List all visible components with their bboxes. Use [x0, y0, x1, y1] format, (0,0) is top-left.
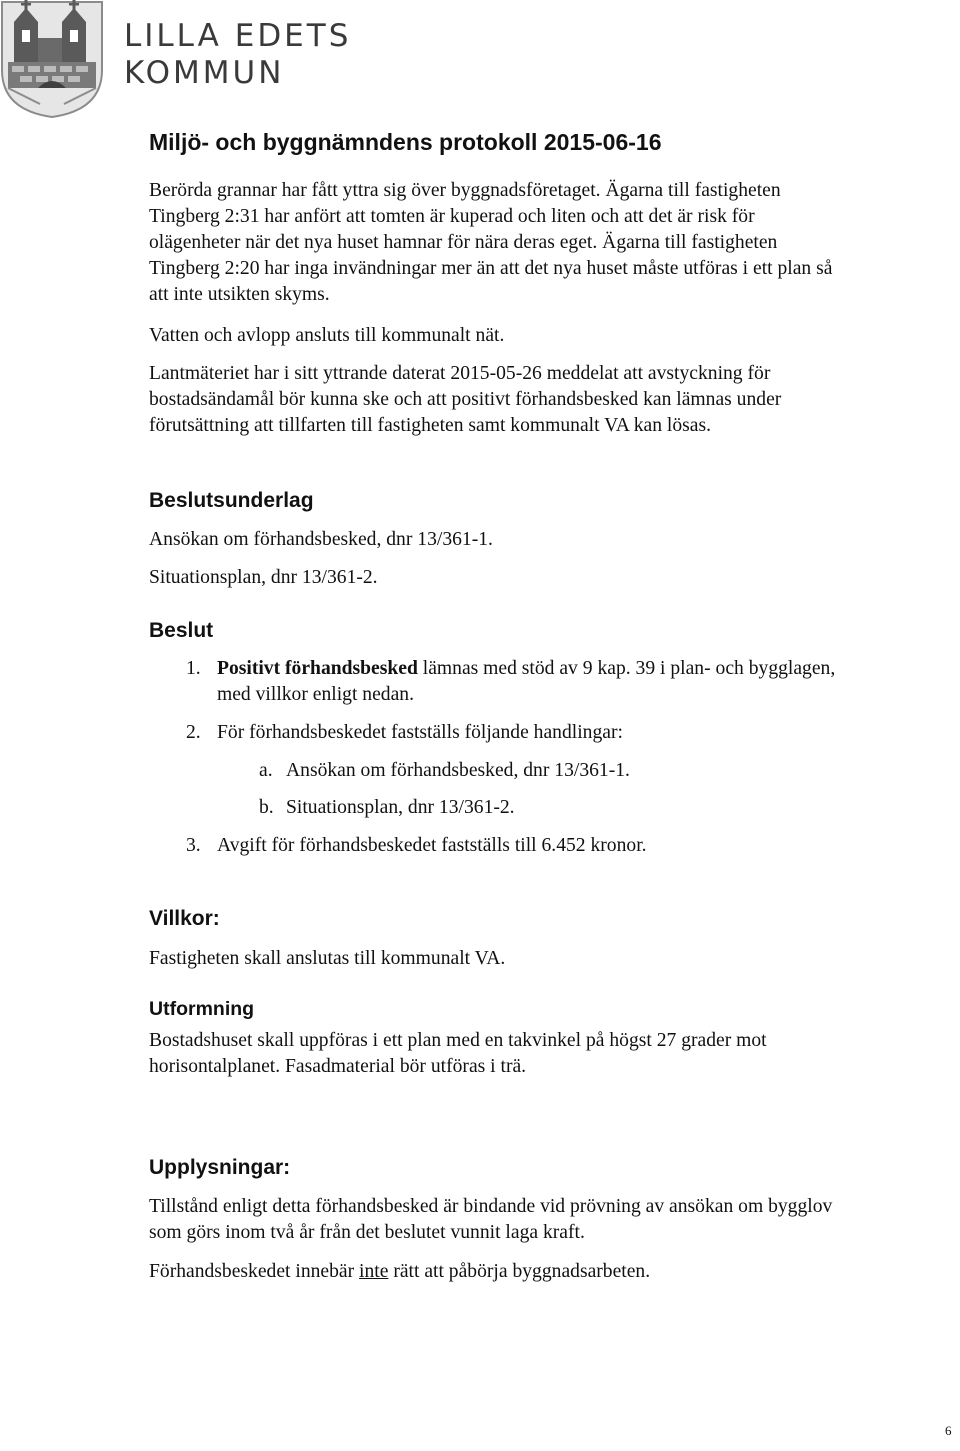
beslutsunderlag-item: Ansökan om förhandsbesked, dnr 13/361-1. — [149, 529, 493, 550]
list-number: 1. — [186, 658, 201, 679]
section-heading-beslut: Beslut — [149, 619, 214, 642]
decision-subitem: Situationsplan, dnr 13/361-2. — [286, 797, 515, 818]
paragraph-neighbours-line: Tingberg 2:31 har anfört att tomten är kuperad och liten och att det är risk för — [149, 206, 755, 227]
upplysningar-line: Tillstånd enligt detta förhandsbesked är bindande vid prövning av ansökan om bygglov — [149, 1196, 833, 1217]
logo-text-line1: LILLA EDETS — [124, 18, 352, 54]
decision-item-1 — [217, 656, 835, 682]
list-number: 2. — [186, 722, 201, 743]
logo-text-line2: KOMMUN — [124, 55, 285, 91]
paragraph-neighbours-line: Berörda grannar har fått yttra sig över byggnadsföretaget. Ägarna till fastigheten — [149, 180, 781, 201]
upplysningar-final-before: Förhandsbeskedet innebär — [149, 1261, 360, 1282]
villkor-text: Fastigheten skall anslutas till kommunalt VA. — [149, 948, 506, 969]
decision-item-2: För förhandsbeskedet fastställs följande handlingar: — [217, 722, 623, 743]
upplysningar-final-line — [149, 1259, 650, 1285]
section-heading-utformning: Utformning — [149, 998, 255, 1020]
beslutsunderlag-item: Situationsplan, dnr 13/361-2. — [149, 567, 378, 588]
paragraph-neighbours-line: olägenheter när det nya huset hamnar för nära deras eget. Ägarna till fastigheten — [149, 232, 778, 253]
utformning-line: Bostadshuset skall uppföras i ett plan med en takvinkel på högst 27 grader mot — [149, 1030, 767, 1051]
paragraph-lantmateriet-line: förutsättning att tillfarten till fastigheten samt kommunalt VA kan lösas. — [149, 415, 711, 436]
paragraph-lantmateriet-line: bostadsändamål bör kunna ske och att positivt förhandsbesked kan lämnas under — [149, 389, 782, 410]
decision-item-1-bold: Positivt förhandsbesked — [217, 658, 418, 679]
page-title: Miljö- och byggnämndens protokoll 2015-06-16 — [149, 129, 662, 155]
paragraph-lantmateriet-line: Lantmäteriet har i sitt yttrande daterat 2015-05-26 meddelat att avstyckning för — [149, 363, 771, 384]
page-number: 6 — [945, 1423, 952, 1438]
upplysningar-line: som görs inom två år från det beslutet vunnit laga kraft. — [149, 1222, 585, 1243]
section-heading-villkor: Villkor: — [149, 907, 220, 930]
utformning-line: horisontalplanet. Fasadmaterial bör utföras i trä. — [149, 1056, 527, 1077]
decision-item-1-text: lämnas med stöd av 9 kap. 39 i plan- och bygglagen, — [417, 658, 836, 679]
sub-list-letter: b. — [259, 797, 274, 818]
sub-list-letter: a. — [259, 760, 273, 781]
paragraph-neighbours-line: att inte utsikten skyms. — [149, 284, 330, 305]
decision-item-1-line2: med villkor enligt nedan. — [217, 684, 414, 705]
decision-item-3: Avgift för förhandsbeskedet fastställs till 6.452 kronor. — [217, 835, 647, 856]
section-heading-upplysningar: Upplysningar: — [149, 1156, 291, 1179]
section-heading-beslutsunderlag: Beslutsunderlag — [149, 489, 314, 512]
paragraph-water-sewer: Vatten och avlopp ansluts till kommunalt nät. — [149, 325, 505, 346]
municipality-crest-logo — [0, 0, 104, 118]
upplysningar-final-after: rätt att påbörja byggnadsarbeten. — [388, 1261, 651, 1282]
paragraph-neighbours-line: Tingberg 2:20 har inga invändningar mer än att det nya huset måste utföras i ett plan så — [149, 258, 833, 279]
underlined-word: inte — [359, 1261, 389, 1282]
list-number: 3. — [186, 835, 201, 856]
decision-subitem: Ansökan om förhandsbesked, dnr 13/361-1. — [286, 760, 630, 781]
